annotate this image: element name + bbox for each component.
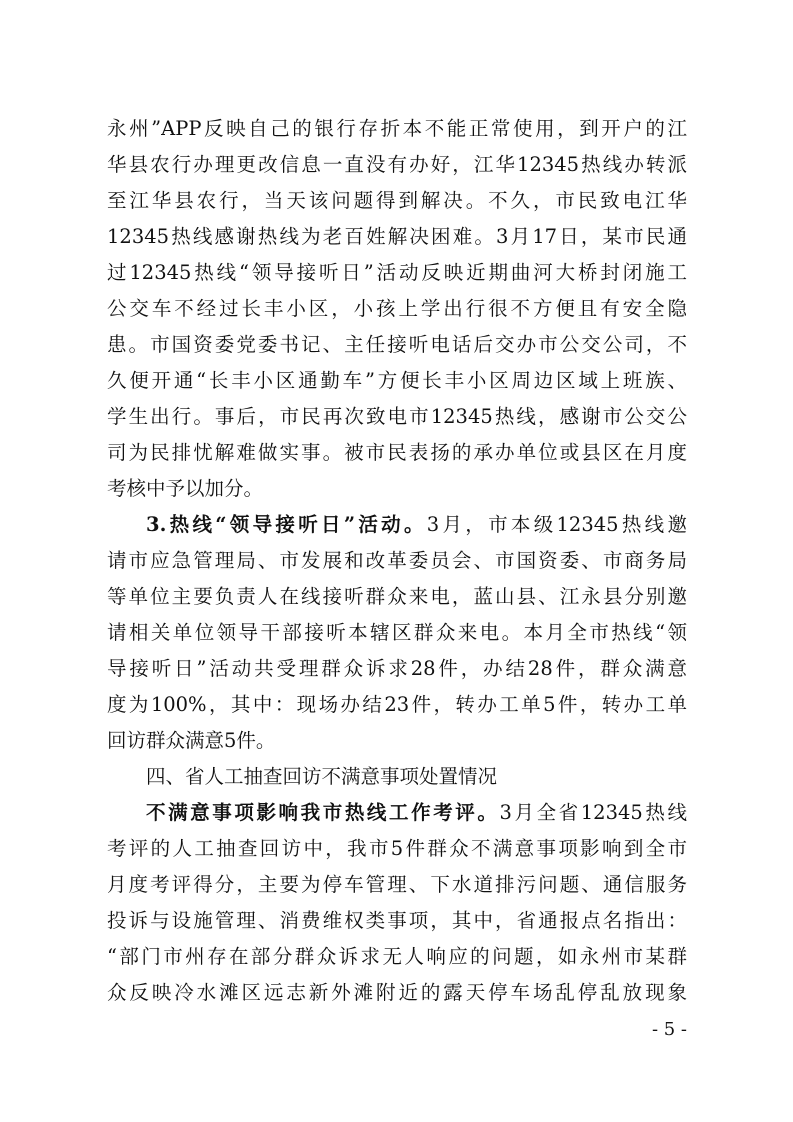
text-line: “部门市州存在部分群众诉求无人响应的问题，如永州市某群 <box>107 945 687 968</box>
text-line: 过12345热线“领导接听日”活动反映近期曲河大桥封闭施工 <box>107 261 687 284</box>
paragraph-lead-rest: 3月，市本级12345热线邀 <box>426 513 687 536</box>
text-line: 公交车不经过长丰小区，小孩上学出行很不方便且有安全隐 <box>107 297 687 320</box>
text-line: 度为100%，其中：现场办结23件，转办工单5件，转办工单 <box>107 693 687 716</box>
text-line: 至江华县农行，当天该问题得到解决。不久，市民致电江华 <box>107 189 687 212</box>
text-line: 导接听日”活动共受理群众诉求28件，办结28件，群众满意 <box>107 657 687 680</box>
text-line: 请相关单位领导干部接听本辖区群众来电。本月全市热线“领 <box>107 621 687 644</box>
text-line: 投诉与设施管理、消费维权类事项，其中，省通报点名指出： <box>107 909 687 932</box>
text-line: 华县农行办理更改信息一直没有办好，江华12345热线办转派 <box>107 153 687 176</box>
text-line: 考核中予以加分。 <box>107 477 264 500</box>
text-line-first <box>146 795 687 831</box>
paragraph-lead-rest: 3月全省12345热线 <box>499 801 687 824</box>
text-line: 学生出行。事后，市民再次致电市12345热线，感谢市公交公 <box>107 405 687 428</box>
paragraph-lead: 3.热线“领导接听日”活动。 <box>146 513 427 536</box>
text-line: 司为民排忧解难做实事。被市民表扬的承办单位或县区在月度 <box>107 441 687 464</box>
text-line: 等单位主要负责人在线接听群众来电，蓝山县、江永县分别邀 <box>107 585 687 608</box>
text-line: 永州”APP反映自己的银行存折本不能正常使用，到开户的江 <box>107 117 687 140</box>
text-line: 12345热线感谢热线为老百姓解决困难。3月17日，某市民通 <box>107 225 687 248</box>
section-heading: 四、省人工抽查回访不满意事项处置情况 <box>146 765 498 788</box>
page-number: - 5 - <box>651 1019 687 1040</box>
text-line-first <box>146 507 687 543</box>
text-line: 请市应急管理局、市发展和改革委员会、市国资委、市商务局 <box>107 549 687 572</box>
text-line: 月度考评得分，主要为停车管理、下水道排污问题、通信服务 <box>107 873 687 896</box>
text-line: 考评的人工抽查回访中，我市5件群众不满意事项影响到全市 <box>107 837 687 860</box>
text-line: 患。市国资委党委书记、主任接听电话后交办市公交公司，不 <box>107 333 687 356</box>
text-line: 回访群众满意5件。 <box>107 729 276 752</box>
text-line: 久便开通“长丰小区通勤车”方便长丰小区周边区域上班族、 <box>107 369 687 392</box>
paragraph-lead: 不满意事项影响我市热线工作考评。 <box>146 801 500 824</box>
text-line: 众反映冷水滩区远志新外滩附近的露天停车场乱停乱放现象 <box>107 981 687 1004</box>
